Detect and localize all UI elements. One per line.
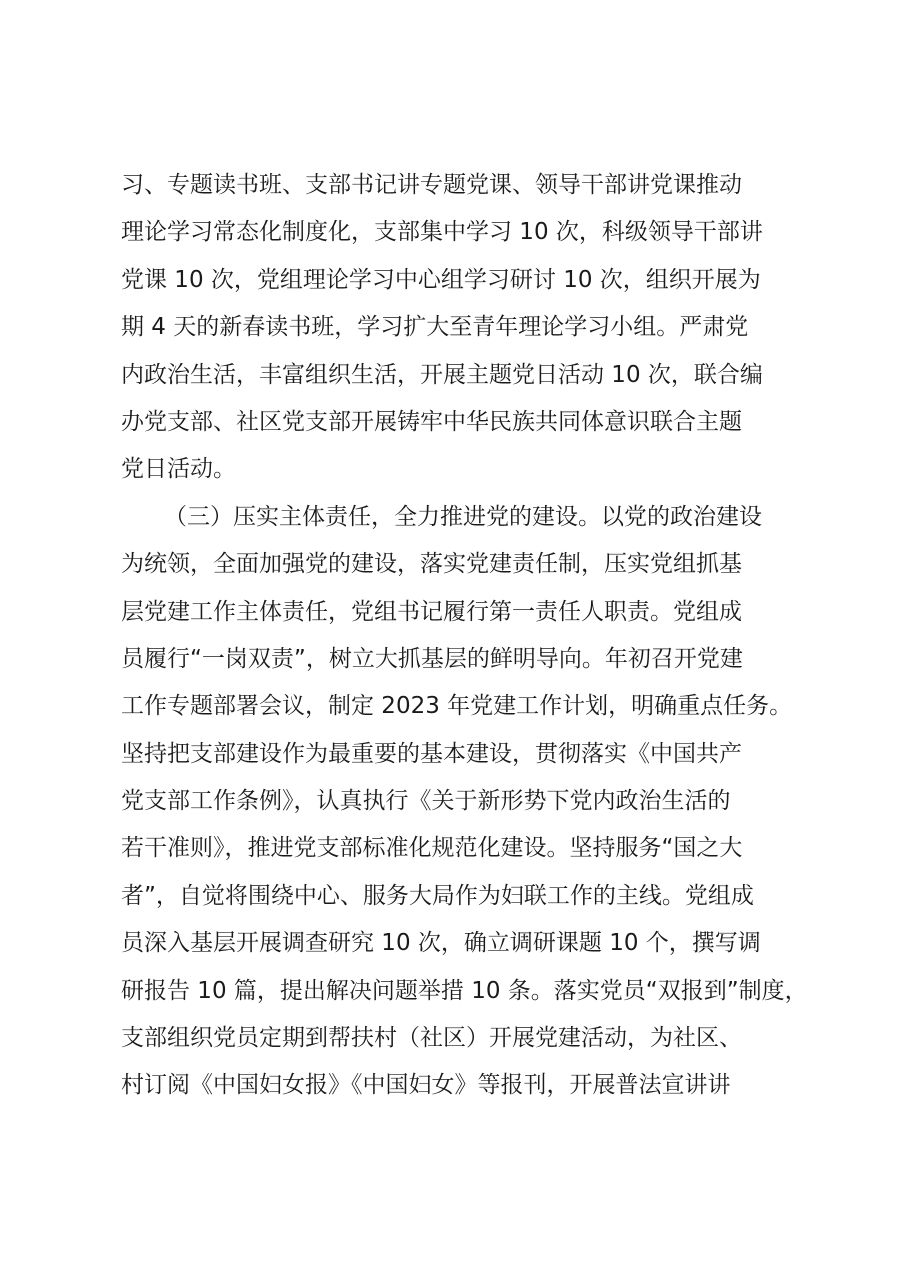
text-line: 期 4 天的新春读书班，学习扩大至青年理论学习小组。严肃党	[121, 314, 749, 341]
text-line: 理论学习常态化制度化，支部集中学习 10 次，科级领导干部讲	[121, 219, 763, 246]
text-line: 党课 10 次，党组理论学习中心组学习研讨 10 次，组织开展为	[121, 266, 761, 293]
text-line: 工作专题部署会议，制定 2023 年党建工作计划，明确重点任务。	[121, 693, 793, 720]
text-line: 研报告 10 篇，提出解决问题举措 10 条。落实党员“双报到”制度，	[121, 977, 808, 1004]
text-line: 若干准则》，推进党支部标准化规范化建设。坚持服务“国之大	[121, 835, 743, 862]
text-line: 层党建工作主体责任，党组书记履行第一责任人职责。党组成	[121, 598, 742, 625]
section-heading-line: （三）压实主体责任，全力推进党的建设。以党的政治建设	[164, 503, 762, 530]
text-line: 员深入基层开展调查研究 10 次，确立调研课题 10 个，撰写调	[121, 930, 761, 957]
text-line: 村订阅《中国妇女报》《中国妇女》等报刊，开展普法宣讲讲	[121, 1072, 731, 1099]
text-line: 内政治生活，丰富组织生活，开展主题党日活动 10 次，联合编	[121, 361, 763, 388]
text-line: 者”，自觉将围绕中心、服务大局作为妇联工作的主线。党组成	[121, 882, 754, 909]
text-line: 习、专题读书班、支部书记讲专题党课、领导干部讲党课推动	[121, 172, 742, 198]
text-line: 党支部工作条例》，认真执行《关于新形势下党内政治生活的	[121, 788, 731, 815]
body-text	[121, 162, 841, 1110]
text-line: 党日活动。	[121, 456, 236, 483]
text-line: 办党支部、社区党支部开展铸牢中华民族共同体意识联合主题	[121, 408, 742, 435]
text-line: 支部组织党员定期到帮扶村（社区）开展党建活动，为社区、	[121, 1025, 742, 1052]
text-line: 坚持把支部建设作为最重要的基本建设，贯彻落实《中国共产	[121, 740, 742, 767]
text-line: 员履行“一岗双责”，树立大抓基层的鲜明导向。年初召开党建	[121, 645, 743, 672]
text-line: 为统领，全面加强党的建设，落实党建责任制，压实党组抓基	[121, 551, 742, 578]
